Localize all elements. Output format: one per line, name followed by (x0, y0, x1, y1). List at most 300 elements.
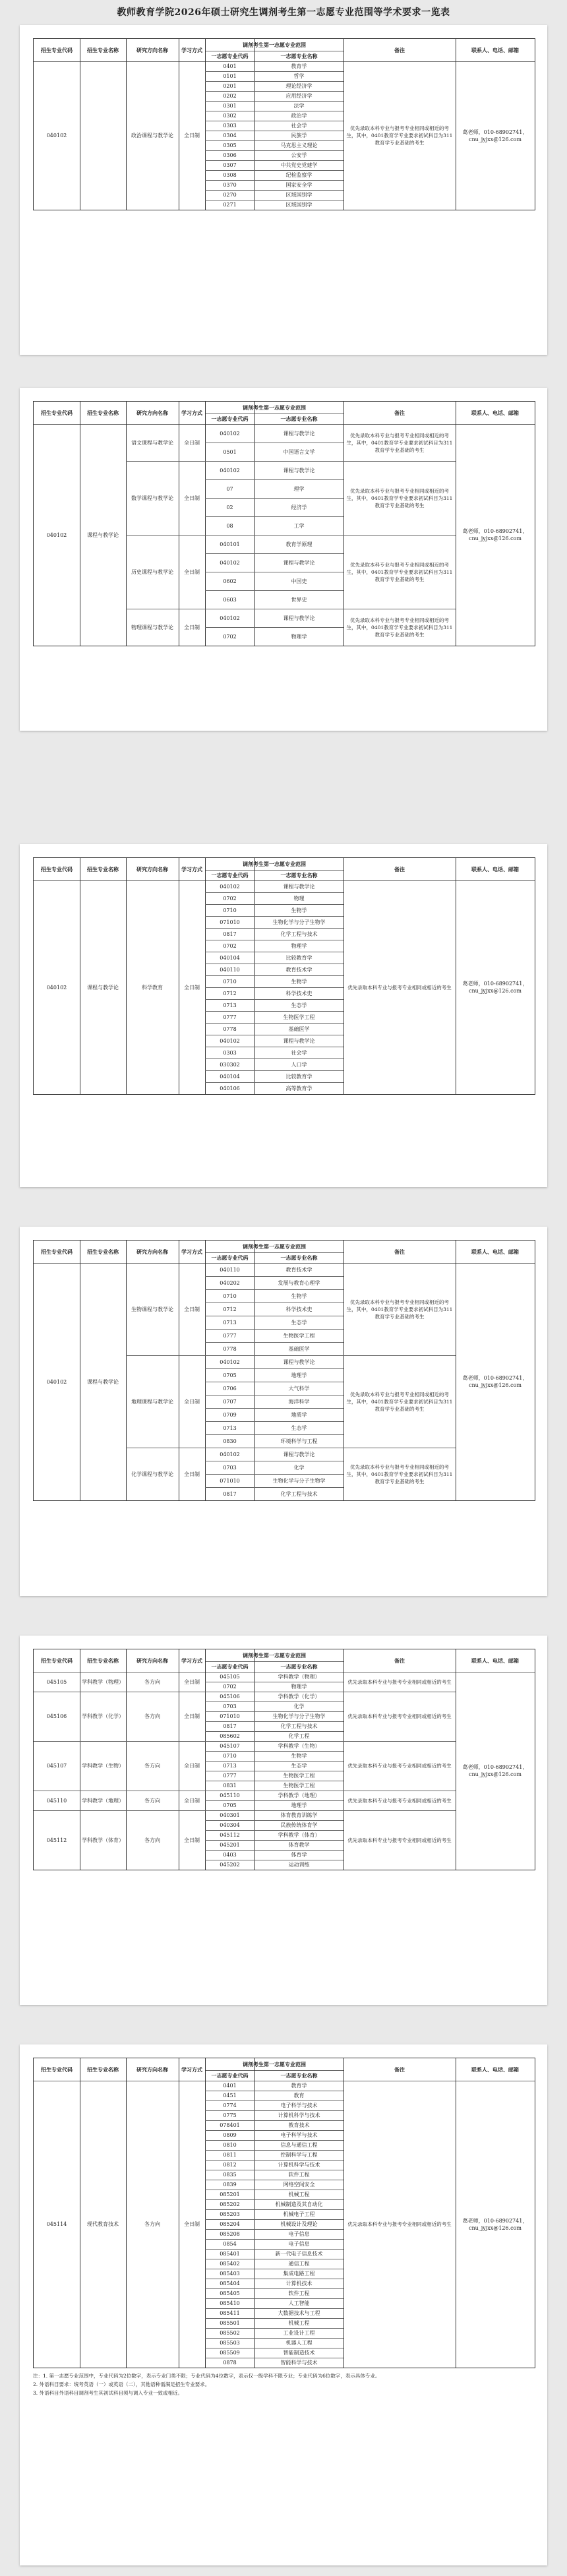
row-divider (205, 160, 343, 161)
direction-name: 政治课程与教学论 (131, 133, 173, 138)
row-divider (205, 71, 343, 72)
header-contact: 联系人、电话、邮箱 (471, 46, 519, 53)
first-choice-code: 040104 (220, 1073, 240, 1080)
first-choice-code: 085204 (220, 2221, 240, 2227)
first-choice-name: 学科教学（生物） (278, 1743, 320, 1749)
first-choice-code: 0705 (223, 1802, 237, 1808)
first-choice-code: 040106 (220, 1085, 240, 1091)
header-mode: 学习方式 (181, 1657, 202, 1664)
first-choice-name: 经济学 (291, 504, 307, 510)
first-choice-code: 085410 (220, 2300, 240, 2306)
first-choice-name: 教育技术 (288, 2122, 310, 2128)
first-choice-name: 课程与教学论 (283, 1359, 315, 1365)
first-choice-name: 计算机技术 (285, 2281, 313, 2286)
header-first-choice: 调剂考生第一志愿专业范围 (243, 404, 306, 411)
remark: 优先录取本科专业与报考专业相同或相近的考生 (347, 1797, 452, 1804)
first-choice-name: 学科教学（物理） (278, 1674, 320, 1680)
first-choice-name: 化学工程与技术 (280, 931, 318, 937)
row-divider (205, 91, 343, 92)
first-choice-code: 08 (226, 522, 233, 529)
row-divider (205, 1800, 343, 1801)
first-choice-code: 0306 (223, 152, 237, 158)
major-code: 045107 (46, 1763, 67, 1769)
header-first-name: 一志愿专业名称 (280, 52, 318, 59)
header-mode: 学习方式 (181, 46, 202, 53)
first-choice-code: 0302 (223, 113, 237, 119)
first-choice-code: 040110 (220, 966, 240, 973)
contact-info: 葛老师，010-68902741，cnu_jyjxx@126.com (462, 981, 528, 994)
first-choice-name: 大数据技术与工程 (278, 2310, 320, 2316)
first-choice-code: 02 (226, 504, 233, 510)
first-choice-name: 电子科学与技术 (280, 2102, 318, 2108)
row-divider (205, 1289, 343, 1290)
header-first-choice: 调剂考生第一志愿专业范围 (243, 1651, 306, 1659)
row-divider (205, 170, 343, 171)
first-choice-name: 新一代电子信息技术 (275, 2251, 323, 2257)
first-choice-name: 区域国别学 (285, 202, 313, 208)
header-first-choice: 调剂考生第一志愿专业范围 (243, 41, 306, 48)
group-divider (126, 461, 456, 462)
row-divider (205, 140, 343, 141)
admission-table (33, 857, 535, 1095)
row-divider (205, 1276, 343, 1277)
first-choice-code: 0712 (223, 990, 237, 997)
row-divider (205, 1329, 343, 1330)
first-choice-code: 0713 (223, 1319, 237, 1326)
first-choice-name: 生物学 (291, 978, 307, 985)
first-choice-code: 0401 (223, 2083, 237, 2089)
header-remark: 备注 (394, 1657, 405, 1664)
study-mode: 全日制 (184, 568, 200, 575)
row-divider (205, 2308, 343, 2309)
first-choice-code: 07 (226, 485, 233, 492)
group-divider (34, 1810, 456, 1811)
first-choice-code: 040102 (220, 1359, 240, 1365)
study-mode: 全日制 (184, 1837, 200, 1843)
major-name: 课程与教学论 (87, 532, 119, 538)
first-choice-name: 世界史 (291, 596, 307, 603)
major-name: 学科教学（物理） (82, 1678, 124, 1685)
direction-name: 各方向 (144, 1837, 160, 1843)
first-choice-code: 085402 (220, 2261, 240, 2267)
header-direction: 研究方向名称 (136, 2066, 168, 2073)
row-divider (205, 2219, 343, 2220)
first-choice-code: 0778 (223, 1026, 237, 1032)
first-choice-name: 海洋科学 (288, 1398, 310, 1405)
header-direction: 研究方向名称 (136, 1248, 168, 1255)
first-choice-name: 教育技术学 (285, 966, 313, 973)
header-code: 招生专业代码 (41, 409, 73, 416)
first-choice-code: 078401 (220, 2122, 240, 2128)
first-choice-name: 中国语言文学 (283, 448, 315, 455)
first-choice-name: 课程与教学论 (283, 883, 315, 890)
first-choice-name: 基础医学 (288, 1026, 310, 1032)
admission-table (33, 401, 535, 646)
first-choice-code: 085401 (220, 2251, 240, 2257)
header-remark: 备注 (394, 409, 405, 416)
row-divider (205, 190, 343, 191)
header-name: 招生专业名称 (87, 2066, 119, 2073)
direction-name: 数学课程与教学论 (131, 495, 173, 501)
row-divider (205, 1342, 343, 1343)
first-choice-name: 比较教育学 (285, 954, 313, 961)
row-divider (205, 2328, 343, 2329)
first-choice-name: 生物学 (291, 1753, 307, 1759)
first-choice-code: 0304 (223, 133, 237, 138)
first-choice-code: 0777 (223, 1014, 237, 1020)
row-divider (205, 892, 343, 893)
first-choice-code: 0831 (223, 1783, 237, 1789)
first-choice-code: 040304 (220, 1822, 240, 1828)
first-choice-code: 0809 (223, 2132, 237, 2138)
first-choice-name: 生物医学工程 (283, 1332, 315, 1339)
first-choice-code: 040102 (220, 559, 240, 566)
first-choice-name: 课程与教学论 (283, 1451, 315, 1457)
header-mode: 学习方式 (181, 409, 202, 416)
row-divider (205, 2160, 343, 2161)
first-choice-name: 化学工程 (288, 1733, 310, 1739)
first-choice-name: 教育学原理 (285, 541, 313, 547)
header-first-code: 一志愿专业代码 (211, 52, 249, 59)
first-choice-code: 085208 (220, 2231, 240, 2237)
first-choice-name: 机械电子工程 (283, 2211, 315, 2217)
header-remark: 备注 (394, 1248, 405, 1255)
row-divider (205, 516, 343, 517)
row-divider (205, 1011, 343, 1012)
first-choice-name: 纪检监察学 (285, 172, 313, 178)
first-choice-code: 085509 (220, 2350, 240, 2356)
contact-info: 葛老师，010-68902741，cnu_jyjxx@126.com (462, 1764, 528, 1777)
header-code: 招生专业代码 (41, 1248, 73, 1255)
first-choice-name: 物理学 (291, 1684, 307, 1690)
header-name: 招生专业名称 (87, 1248, 119, 1255)
header-first-name: 一志愿专业名称 (280, 1663, 318, 1670)
header-first-name: 一志愿专业名称 (280, 415, 318, 422)
header-contact: 联系人、电话、邮箱 (471, 865, 519, 873)
first-choice-name: 环境科学与工程 (280, 1438, 318, 1444)
first-choice-code: 0777 (223, 1332, 237, 1339)
header-divider (205, 870, 343, 871)
row-divider (205, 1408, 343, 1409)
remark: 优先录取本科专业与报考专业相同或相近的考生 (347, 1713, 452, 1719)
row-divider (205, 1751, 343, 1752)
first-choice-name: 生态学 (291, 1425, 307, 1431)
first-choice-name: 高等教育学 (285, 1085, 313, 1091)
first-choice-code: 085501 (220, 2320, 240, 2326)
first-choice-code: 040102 (220, 430, 240, 437)
study-mode: 全日制 (184, 1797, 200, 1804)
contact-info: 葛老师，010-68902741，cnu_jyjxx@126.com (462, 1375, 528, 1388)
first-choice-name: 社会学 (291, 1049, 307, 1056)
row-divider (205, 627, 343, 628)
first-choice-name: 机器人工程 (285, 2340, 313, 2346)
header-contact: 联系人、电话、邮箱 (471, 409, 519, 416)
first-choice-name: 生物医学工程 (283, 1014, 315, 1020)
row-divider (205, 999, 343, 1000)
major-code: 040102 (46, 133, 67, 138)
major-code: 040102 (46, 984, 67, 991)
header-first-name: 一志愿专业名称 (280, 1254, 318, 1261)
header-first-name: 一志愿专业名称 (280, 871, 318, 878)
page-title: 教师教育学院2026年硕士研究生调剂考生第一志愿专业范围等学术要求一览表 (117, 7, 450, 18)
direction-name: 化学课程与教学论 (131, 1471, 173, 1477)
first-choice-name: 大气科学 (288, 1385, 310, 1392)
first-choice-code: 085203 (220, 2211, 240, 2217)
first-choice-code: 0830 (223, 1438, 237, 1444)
first-choice-name: 机械制造及其自动化 (275, 2201, 323, 2207)
first-choice-name: 生态学 (291, 1319, 307, 1326)
row-divider (205, 2338, 343, 2339)
document-page (20, 1636, 547, 2005)
first-choice-code: 0707 (223, 1398, 237, 1405)
row-divider (205, 150, 343, 151)
first-choice-name: 人工智能 (288, 2300, 310, 2306)
first-choice-code: 0271 (223, 202, 237, 208)
first-choice-code: 0778 (223, 1345, 237, 1352)
first-choice-code: 0401 (223, 63, 237, 69)
direction-name: 地理课程与教学论 (131, 1398, 173, 1405)
footnote: 注：1. 第一志愿专业范围中，专业代码为2位数字，表示专业门类不限；专业代码为4位数字，表示仅一级学科不限专业；专业代码为6位数字，表示具体专业。 (33, 2373, 380, 2379)
first-choice-name: 工学 (293, 522, 305, 529)
direction-name: 各方向 (144, 1763, 160, 1769)
row-divider (205, 1082, 343, 1083)
first-choice-code: 045112 (220, 1832, 240, 1838)
header-remark: 备注 (394, 2066, 405, 2073)
first-choice-name: 课程与教学论 (283, 1037, 315, 1044)
first-choice-name: 机械工程 (288, 2192, 310, 2197)
row-divider (205, 987, 343, 988)
document-page (20, 844, 547, 1187)
header-contact: 联系人、电话、邮箱 (471, 1657, 519, 1664)
study-mode: 全日制 (184, 1471, 200, 1477)
first-choice-code: 040110 (220, 1266, 240, 1273)
first-choice-name: 民族传统体育学 (280, 1822, 318, 1828)
first-choice-name: 生态学 (291, 1763, 307, 1769)
first-choice-name: 中共党史党建学 (280, 162, 318, 168)
first-choice-name: 理论经济学 (285, 83, 313, 89)
direction-name: 各方向 (144, 2221, 160, 2227)
remark: 优先录取本科专业与报考专业相同或相近的考生 (347, 1678, 452, 1685)
header-name: 招生专业名称 (87, 46, 119, 53)
first-choice-code: 085502 (220, 2330, 240, 2336)
document-page (20, 1227, 547, 1596)
first-choice-name: 电子科学与技术 (280, 2132, 318, 2138)
major-name: 课程与教学论 (87, 984, 119, 991)
row-divider (205, 2249, 343, 2250)
first-choice-code: 085201 (220, 2192, 240, 2197)
header-direction: 研究方向名称 (136, 1657, 168, 1664)
first-choice-code: 085202 (220, 2201, 240, 2207)
first-choice-code: 0308 (223, 172, 237, 178)
admission-table (33, 2058, 535, 2368)
first-choice-code: 0602 (223, 578, 237, 584)
admission-table (33, 38, 535, 210)
first-choice-name: 课程与教学论 (283, 559, 315, 566)
first-choice-name: 国家安全学 (285, 182, 313, 188)
first-choice-code: 0370 (223, 182, 237, 188)
major-code: 045110 (46, 1797, 67, 1804)
major-code: 045105 (46, 1678, 67, 1685)
first-choice-code: 0501 (223, 448, 237, 455)
first-choice-name: 哲学 (293, 73, 305, 79)
contact-info: 葛老师，010-68902741，cnu_jyjxx@126.com (462, 528, 528, 541)
header-contact: 联系人、电话、邮箱 (471, 1248, 519, 1255)
first-choice-code: 0710 (223, 1293, 237, 1299)
contact-info: 葛老师，010-68902741，cnu_jyjxx@126.com (462, 129, 528, 142)
first-choice-code: 040301 (220, 1812, 240, 1818)
header-direction: 研究方向名称 (136, 409, 168, 416)
first-choice-code: 040102 (220, 1037, 240, 1044)
row-divider (205, 590, 343, 591)
first-choice-code: 0775 (223, 2112, 237, 2118)
first-choice-name: 教育技术学 (285, 1266, 313, 1273)
first-choice-name: 化学工程与技术 (280, 1723, 318, 1729)
first-choice-code: 0202 (223, 93, 237, 99)
first-choice-name: 机械设计及理论 (280, 2221, 318, 2227)
first-choice-name: 公安学 (291, 152, 307, 158)
row-divider (205, 1830, 343, 1831)
direction-name: 各方向 (144, 1678, 160, 1685)
row-divider (205, 1474, 343, 1475)
study-mode: 全日制 (184, 495, 200, 501)
first-choice-name: 马克思主义理论 (280, 142, 318, 148)
first-choice-name: 通信工程 (288, 2261, 310, 2267)
first-choice-code: 0303 (223, 1049, 237, 1056)
major-code: 040102 (46, 532, 67, 538)
row-divider (205, 2318, 343, 2319)
first-choice-name: 地理学 (291, 1802, 307, 1808)
row-divider (205, 1820, 343, 1821)
first-choice-code: 0835 (223, 2172, 237, 2178)
first-choice-code: 045110 (220, 1793, 240, 1798)
first-choice-code: 0878 (223, 2360, 237, 2366)
header-first-code: 一志愿专业代码 (211, 415, 249, 422)
first-choice-code: 0811 (223, 2152, 237, 2158)
first-choice-code: 045202 (220, 1862, 240, 1868)
first-choice-code: 0603 (223, 596, 237, 603)
remark: 优先录取本科专业与报考专业相同或相近的考生 (347, 984, 452, 991)
direction-name: 物理课程与教学论 (131, 624, 173, 630)
remark: 优先录取本科专业与报考专业相同或相近的考生 (347, 1837, 452, 1843)
first-choice-name: 生态学 (291, 1002, 307, 1008)
header-divider (205, 2070, 343, 2071)
first-choice-name: 政治学 (291, 113, 307, 119)
first-choice-name: 教育学 (291, 2083, 307, 2089)
first-choice-code: 0307 (223, 162, 237, 168)
first-choice-code: 0854 (223, 2241, 237, 2247)
first-choice-code: 0305 (223, 142, 237, 148)
major-name: 学科教学（地理） (82, 1797, 124, 1804)
row-divider (205, 2229, 343, 2230)
first-choice-name: 化学 (293, 1464, 305, 1471)
remark: 优先录取本科专业与报考专业相同或相近的考生 (347, 1763, 452, 1769)
header-divider (205, 1661, 343, 1662)
first-choice-code: 040102 (220, 1451, 240, 1457)
first-choice-code: 0702 (223, 1684, 237, 1690)
first-choice-code: 0706 (223, 1385, 237, 1392)
first-choice-name: 体育学 (291, 1852, 307, 1858)
first-choice-name: 学科教学（体育） (278, 1832, 320, 1838)
first-choice-name: 科学技术史 (285, 1306, 313, 1312)
direction-name: 各方向 (144, 1797, 160, 1804)
first-choice-name: 基础医学 (288, 1345, 310, 1352)
header-name: 招生专业名称 (87, 409, 119, 416)
major-code: 040102 (46, 1378, 67, 1385)
first-choice-name: 中国史 (291, 578, 307, 584)
row-divider (205, 2239, 343, 2240)
row-divider (205, 1023, 343, 1024)
first-choice-name: 民族学 (291, 133, 307, 138)
first-choice-name: 电子信息 (288, 2241, 310, 2247)
first-choice-code: 0705 (223, 1372, 237, 1378)
first-choice-name: 课程与教学论 (283, 467, 315, 474)
group-divider (34, 1741, 456, 1742)
header-code: 招生专业代码 (41, 2066, 73, 2073)
row-divider (205, 498, 343, 499)
first-choice-name: 生物化学与分子生物学 (272, 1713, 326, 1719)
first-choice-code: 0403 (223, 1852, 237, 1858)
first-choice-name: 物理学 (291, 942, 307, 949)
row-divider (205, 2120, 343, 2121)
first-choice-code: 085404 (220, 2281, 240, 2286)
row-divider (205, 928, 343, 929)
major-name: 学科教学（化学） (82, 1713, 124, 1719)
major-name: 现代教育技术 (87, 2221, 119, 2227)
first-choice-name: 体育教学 (288, 1842, 310, 1848)
first-choice-code: 0712 (223, 1306, 237, 1312)
first-choice-name: 计算机科学与技术 (278, 2162, 320, 2168)
row-divider (205, 2199, 343, 2200)
first-choice-code: 030302 (220, 1061, 240, 1068)
first-choice-name: 智能科学与技术 (280, 2360, 318, 2366)
first-choice-code: 0817 (223, 931, 237, 937)
first-choice-name: 控制科学与工程 (280, 2152, 318, 2158)
study-mode: 全日制 (184, 984, 200, 991)
first-choice-code: 0810 (223, 2142, 237, 2148)
first-choice-code: 0710 (223, 907, 237, 913)
row-divider (205, 2110, 343, 2111)
first-choice-code: 0777 (223, 1773, 237, 1779)
row-divider (205, 101, 343, 102)
first-choice-name: 软件工程 (288, 2290, 310, 2296)
row-divider (205, 1840, 343, 1841)
first-choice-code: 0817 (223, 1723, 237, 1729)
row-divider (205, 1711, 343, 1712)
header-divider (205, 1252, 343, 1253)
major-name: 课程与教学论 (87, 1378, 119, 1385)
header-mode: 学习方式 (181, 1248, 202, 1255)
header-code: 招生专业代码 (41, 46, 73, 53)
first-choice-name: 法学 (293, 103, 305, 109)
header-remark: 备注 (394, 865, 405, 873)
footnote: 3. 外语科目外语科目调剂考生其初试科目须与调入专业一致或相近。 (33, 2390, 183, 2396)
row-divider (205, 2298, 343, 2299)
direction-name: 历史课程与教学论 (131, 568, 173, 575)
first-choice-code: 0812 (223, 2162, 237, 2168)
contact-info: 葛老师，010-68902741，cnu_jyjxx@126.com (462, 2217, 528, 2231)
first-choice-code: 085602 (220, 1733, 240, 1739)
major-code: 045112 (46, 1837, 67, 1843)
row-divider (205, 81, 343, 82)
study-mode: 全日制 (184, 1763, 200, 1769)
first-choice-code: 071010 (220, 919, 240, 925)
first-choice-name: 化学工程与技术 (280, 1490, 318, 1497)
study-mode: 全日制 (184, 2221, 200, 2227)
major-name: 学科教学（生物） (82, 1763, 124, 1769)
first-choice-name: 运动训练 (288, 1862, 310, 1868)
first-choice-name: 生物医学工程 (283, 1783, 315, 1789)
row-divider (205, 2288, 343, 2289)
